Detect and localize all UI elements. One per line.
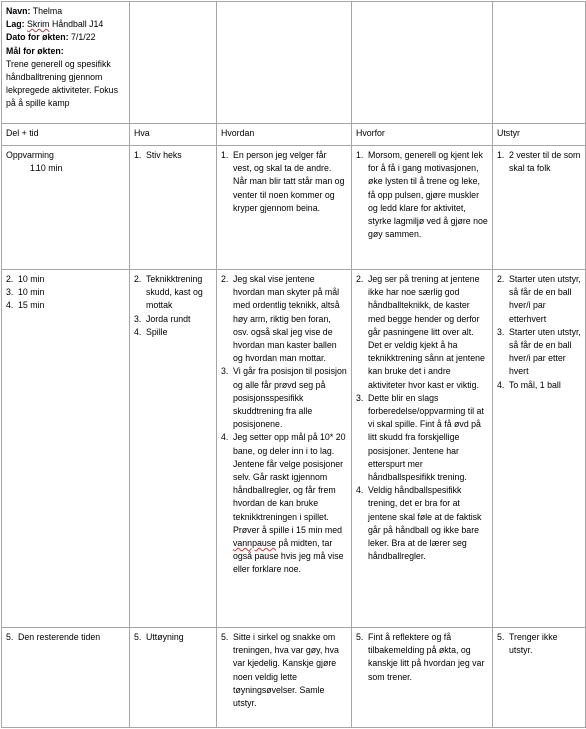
time-list	[6, 162, 125, 175]
item-number: 5.	[221, 632, 229, 642]
hva-cell	[130, 270, 217, 628]
item-number: 4.	[356, 485, 364, 496]
header-row	[2, 124, 586, 146]
item-text: Sitte i sirkel og snakke om treningen, hva var gøy, hva var kjedelig. Kanskje gjøre noen veldig lette tøyningsøvelser. Samle utstyr.	[233, 632, 339, 709]
hvorfor-list	[356, 149, 488, 241]
lag-label: Lag:	[6, 19, 25, 30]
list-item	[497, 149, 581, 175]
list-item	[221, 631, 347, 710]
item-number: 1.	[356, 150, 364, 160]
maal-label: Mål for økten:	[6, 45, 64, 56]
dato-value: 7/1/22	[71, 32, 96, 43]
header-del-tid: Del + tid	[2, 124, 130, 146]
info-cell	[2, 2, 130, 124]
item-number: 4.	[497, 379, 505, 390]
item-number: 2.	[356, 274, 364, 284]
item-number: 1.	[134, 150, 142, 160]
hvorfor-list	[356, 273, 488, 563]
item-text: Dette blir en slags forberedelse/oppvarming til at vi skal spille. Fint å få øvd på litt skudd fra forskjellige posisjoner. Jentene har etterspurt mer håndballspesifikk trening.	[368, 392, 484, 483]
item-text: Jeg skal vise jentene hvordan man skyter på mål med ordentlig teknikk, altså høy arm, riktig ben foran, osv. også skal jeg vise de hvordan man kaster ballen og hvordan man mottar.	[233, 274, 340, 364]
hva-list	[134, 149, 212, 162]
dato-label: Dato for økten:	[6, 32, 69, 43]
item-text: Den resterende tiden	[18, 632, 101, 642]
list-item	[497, 631, 581, 657]
hvorfor-cell	[352, 146, 493, 270]
utstyr-cell	[493, 270, 586, 628]
list-item	[221, 273, 347, 365]
list-item	[134, 313, 212, 326]
utstyr-cell	[493, 628, 586, 728]
utstyr-list	[497, 631, 581, 657]
list-item	[356, 484, 488, 563]
time-list	[6, 273, 125, 313]
list-item	[356, 392, 488, 484]
hva-cell	[130, 146, 217, 270]
table-row	[2, 146, 586, 270]
item-text: En person jeg velger får vest, og skal ta de andre. Når man blir tatt står man og venter til noen kommer og kryper gjennom beina.	[233, 150, 345, 213]
item-number: 5.	[356, 632, 364, 642]
info-empty-cell	[217, 2, 352, 124]
item-text: Teknikktrening skudd, kast og mottak	[146, 274, 203, 311]
item-text: 15 min	[18, 300, 45, 311]
header-utstyr: Utstyr	[493, 124, 586, 146]
del-tid-cell	[2, 628, 130, 728]
item-number: 1.	[30, 163, 38, 174]
item-text: Stiv heks	[146, 150, 182, 160]
list-item	[134, 631, 212, 644]
item-text: To mål, 1 ball	[509, 379, 561, 390]
item-number: 2.	[221, 274, 229, 284]
list-item	[6, 286, 125, 299]
utstyr-cell	[493, 146, 586, 270]
maal-value: Trene generell og spesifikk håndballtrening gjennom lekpregede aktiviteter. Fokus på å spille kamp	[6, 58, 118, 109]
info-empty-cell	[493, 2, 586, 124]
navn-value: Thelma	[32, 6, 63, 16]
table-row	[2, 270, 586, 628]
header-hvorfor: Hvorfor	[352, 124, 493, 146]
utstyr-list	[497, 273, 581, 392]
item-text: 10 min	[18, 287, 45, 298]
item-number: 2.	[6, 274, 14, 284]
hvordan-list	[221, 149, 347, 215]
item-number: 3.	[356, 392, 364, 403]
section-title: Oppvarming	[6, 150, 54, 160]
item-text: Jeg ser på trening at jentene ikke har noe særlig god håndballteknikk, de kaster med begge hender og derfor går pasningene litt over alt. Det er veldig kjekt å ha teknikktrening sånn at jentene kan bruke det i andre aktiviteter hvor kast er viktig.	[368, 274, 485, 390]
list-item	[6, 273, 125, 286]
header-hva: Hva	[130, 124, 217, 146]
item-number: 1.	[497, 150, 505, 160]
training-plan-table	[1, 1, 586, 728]
list-item	[221, 365, 347, 431]
hvordan-cell	[217, 146, 352, 270]
list-item	[356, 273, 488, 392]
info-empty-cell	[130, 2, 217, 124]
hvordan-cell	[217, 628, 352, 728]
time-list	[6, 631, 125, 644]
item-text: Morsom, generell og kjent lek for å få i gang motivasjonen, øke lysten til å trene og leke, få opp pulsen, gjøre muskler og ledd klare for aktivitet, styrke lagmiljø ved å gjøre noe gøy sammen.	[368, 150, 488, 240]
hvorfor-list	[356, 631, 488, 684]
item-text: 10 min	[18, 274, 45, 284]
item-text: Vi går fra posisjon til posisjon og alle får prøvd seg på posisjonsspesifikk skuddtrening fra alle posisjonene.	[233, 366, 347, 430]
list-item	[6, 299, 125, 312]
item-number: 2.	[497, 274, 505, 284]
navn-label: Navn:	[6, 6, 31, 16]
item-text: Jorda rundt	[146, 313, 191, 324]
item-number: 5.	[497, 632, 505, 642]
info-empty-cell	[352, 2, 493, 124]
hvordan-cell	[217, 270, 352, 628]
item-number: 5.	[6, 632, 14, 642]
list-item	[497, 273, 581, 326]
item-text: 10 min	[36, 163, 63, 174]
hva-list	[134, 631, 212, 644]
item-number: 5.	[134, 632, 142, 642]
hvordan-list	[221, 273, 347, 577]
dato-line	[6, 31, 125, 44]
list-item	[497, 326, 581, 379]
item-text: Starter uten utstyr, så får de en ball hver/i par etter hvert	[509, 326, 581, 377]
spellcheck-word: vannpause	[233, 538, 277, 549]
item-number: 4.	[134, 326, 142, 337]
info-row	[2, 2, 586, 124]
list-item	[134, 326, 212, 339]
item-text: Veldig håndballspesifikk trening, det er bra for at jentene skal føle at de faktisk går på håndball og ikke bare leker. Bra at de lærer seg håndballregler.	[368, 485, 482, 562]
lag-team: Skrim	[27, 19, 50, 30]
header-hvordan: Hvordan	[217, 124, 352, 146]
utstyr-list	[497, 149, 581, 175]
list-item	[134, 149, 212, 162]
item-text: Fint å reflektere og få tilbakemelding på økta, og kanskje litt på hvordan jeg var som trener.	[368, 632, 485, 682]
list-item	[356, 149, 488, 241]
list-item	[24, 162, 125, 175]
item-text: Starter uten utstyr, så får de en ball hver/i par etterhvert	[509, 274, 581, 324]
lag-line	[6, 18, 125, 31]
list-item	[356, 631, 488, 684]
table-row	[2, 628, 586, 728]
item-number: 3.	[497, 326, 505, 337]
item-text: Uttøyning	[146, 632, 184, 642]
hva-cell	[130, 628, 217, 728]
list-item	[134, 273, 212, 313]
lag-rest: Håndball J14	[51, 19, 104, 30]
item-text: Trenger ikke utstyr.	[509, 632, 558, 656]
hva-list	[134, 273, 212, 339]
item-number: 2.	[134, 274, 142, 284]
item-number: 4.	[221, 432, 229, 443]
del-tid-cell	[2, 146, 130, 270]
hvorfor-cell	[352, 270, 493, 628]
item-number: 3.	[134, 313, 142, 324]
list-item	[6, 631, 125, 644]
del-tid-cell	[2, 270, 130, 628]
navn-line	[6, 5, 125, 18]
item-number: 3.	[221, 366, 229, 377]
item-number: 1.	[221, 150, 229, 160]
list-item	[221, 149, 347, 215]
item-text: på midten, tar også pause hvis jeg må vise eller forklare noe.	[233, 538, 344, 575]
item-number: 4.	[6, 300, 14, 311]
list-item	[497, 379, 581, 392]
hvordan-list	[221, 631, 347, 710]
item-number: 3.	[6, 287, 14, 298]
item-text: 2 vester til de som skal ta folk	[509, 150, 581, 174]
list-item	[221, 431, 347, 576]
hvorfor-cell	[352, 628, 493, 728]
item-text: Spille	[146, 326, 168, 337]
item-text: Jeg setter opp mål på 10* 20 bane, og deler inn i to lag. Jentene får velge posisjoner selv. Går raskt igjennom håndballregler, og får frem hvordan de kan bruke teknikktreningen i spillet. Prøver å spille i 15 min med	[233, 432, 346, 535]
